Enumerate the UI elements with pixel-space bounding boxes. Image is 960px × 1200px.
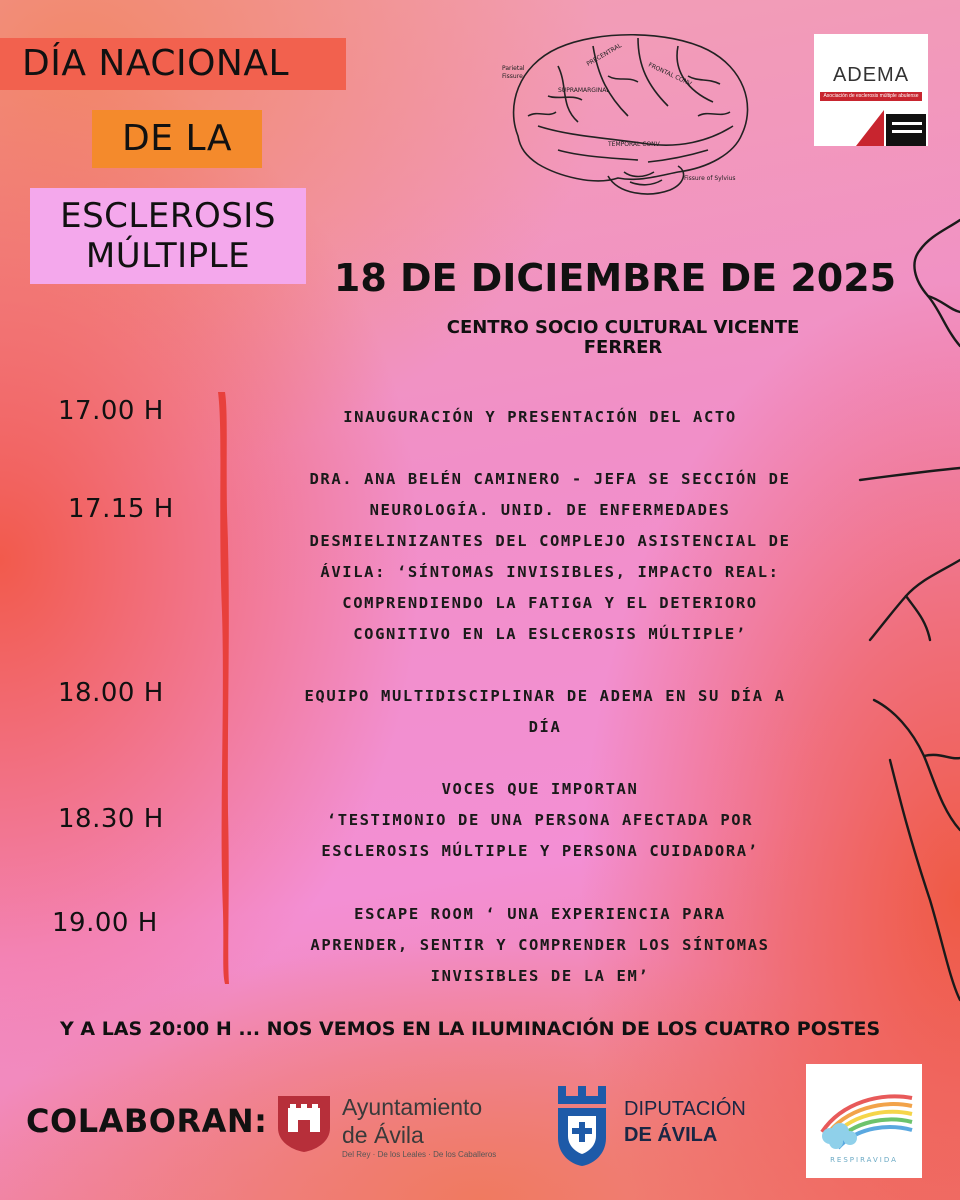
- svg-text:Fissure: Fissure: [502, 73, 523, 80]
- title-line3a: ESCLEROSIS: [60, 196, 276, 236]
- schedule-4-line: ‘TESTIMONIO DE UNA PERSONA AFECTADA POR: [326, 811, 754, 829]
- title-line3b: MÚLTIPLE: [85, 236, 251, 276]
- title-tag-line2: DE LA: [92, 110, 262, 168]
- schedule-1-line: INAUGURACIÓN Y PRESENTACIÓN DEL ACTO: [343, 408, 737, 426]
- diputacion-line2: DE ÁVILA: [624, 1124, 718, 1146]
- schedule-desc-4: [250, 774, 830, 867]
- schedule-2-line: DESMIELINIZANTES DEL COMPLEJO ASISTENCIAL DE: [309, 532, 791, 550]
- diputacion-logo: [554, 1082, 764, 1168]
- schedule-desc-3: [250, 681, 840, 743]
- schedule-4-line: ESCLEROSIS MÚLTIPLE Y PERSONA CUIDADORA’: [321, 842, 759, 860]
- schedule-desc-2: [250, 464, 850, 650]
- schedule-time-1: 17.00 H: [58, 396, 164, 426]
- rainbow-cloud-icon: [812, 1082, 916, 1152]
- ayuntamiento-line3: Del Rey · De los Leales · De los Caballeros: [342, 1150, 497, 1159]
- diputacion-castle-icon: [554, 1082, 610, 1168]
- timeline-bar: [214, 392, 232, 984]
- svg-text:TEMPORAL CONV: TEMPORAL CONV: [608, 141, 660, 148]
- venue-line1: CENTRO SOCIO CULTURAL VICENTE: [446, 317, 800, 338]
- venue-line2: FERRER: [583, 337, 663, 358]
- diputacion-line1: DIPUTACIÓN: [624, 1098, 746, 1120]
- ayuntamiento-line2: de Ávila: [342, 1122, 424, 1148]
- schedule-time-4: 18.30 H: [58, 804, 164, 834]
- schedule-4-line: VOCES QUE IMPORTAN: [441, 780, 639, 798]
- closing-line: Y A LAS 20:00 H ... NOS VEMOS EN LA ILUMINACIÓN DE LOS CUATRO POSTES: [60, 1018, 881, 1040]
- schedule-desc-1: [250, 402, 830, 433]
- event-venue: [388, 318, 858, 358]
- schedule-time-2: 17.15 H: [68, 494, 174, 524]
- schedule-desc-5: [250, 899, 830, 992]
- adema-mark-icon: [856, 106, 926, 146]
- schedule-3-line: EQUIPO MULTIDISCIPLINAR DE ADEMA EN SU DÍA A: [304, 687, 786, 705]
- schedule-5-line: ESCAPE ROOM ‘ UNA EXPERIENCIA PARA: [354, 905, 726, 923]
- svg-text:SUPRAMARGINAL: SUPRAMARGINAL: [558, 87, 610, 94]
- event-date: 18 DE DICIEMBRE DE 2025: [333, 256, 897, 300]
- adema-logo-subtitle: Asociación de esclerosis múltiple abulense: [820, 92, 922, 101]
- adema-logo: [814, 34, 928, 146]
- schedule-2-line: DRA. ANA BELÉN CAMINERO - JEFA SE SECCIÓN DE: [309, 470, 791, 488]
- svg-text:Parietal: Parietal: [502, 65, 525, 72]
- respiravida-name: RESPIRAVIDA: [830, 1156, 898, 1164]
- svg-text:PRECENTRAL: PRECENTRAL: [585, 42, 623, 68]
- schedule-time-5: 19.00 H: [52, 908, 158, 938]
- adema-logo-name: ADEMA: [832, 64, 910, 86]
- brain-illustration: [498, 26, 762, 204]
- title-tag-line1: DÍA NACIONAL: [0, 38, 346, 90]
- schedule-2-line: NEUROLOGÍA. UNID. DE ENFERMEDADES: [369, 501, 731, 519]
- title-tag-line3: [30, 188, 306, 284]
- schedule-2-line: COGNITIVO EN LA ESLCEROSIS MÚLTIPLE’: [353, 625, 747, 643]
- ayuntamiento-shield-icon: [276, 1094, 332, 1154]
- schedule-time-3: 18.00 H: [58, 678, 164, 708]
- crack-decoration: [850, 200, 960, 1020]
- collaborators-label: COLABORAN:: [26, 1102, 268, 1140]
- schedule-5-line: INVISIBLES DE LA EM’: [430, 967, 650, 985]
- schedule-2-line: COMPRENDIENDO LA FATIGA Y EL DETERIORO: [342, 594, 758, 612]
- svg-text:Fissure of Sylvius: Fissure of Sylvius: [684, 175, 736, 182]
- schedule-3-line: DÍA: [528, 718, 562, 736]
- respiravida-logo: [806, 1064, 922, 1178]
- schedule-2-line: ÁVILA: ‘SÍNTOMAS INVISIBLES, IMPACTO REAL:: [320, 563, 780, 581]
- schedule-5-line: APRENDER, SENTIR Y COMPRENDER LOS SÍNTOMAS: [310, 936, 770, 954]
- ayuntamiento-logo: [276, 1088, 516, 1164]
- ayuntamiento-line1: Ayuntamiento: [342, 1094, 483, 1120]
- svg-text:FRONTAL CONV: FRONTAL CONV: [647, 61, 693, 88]
